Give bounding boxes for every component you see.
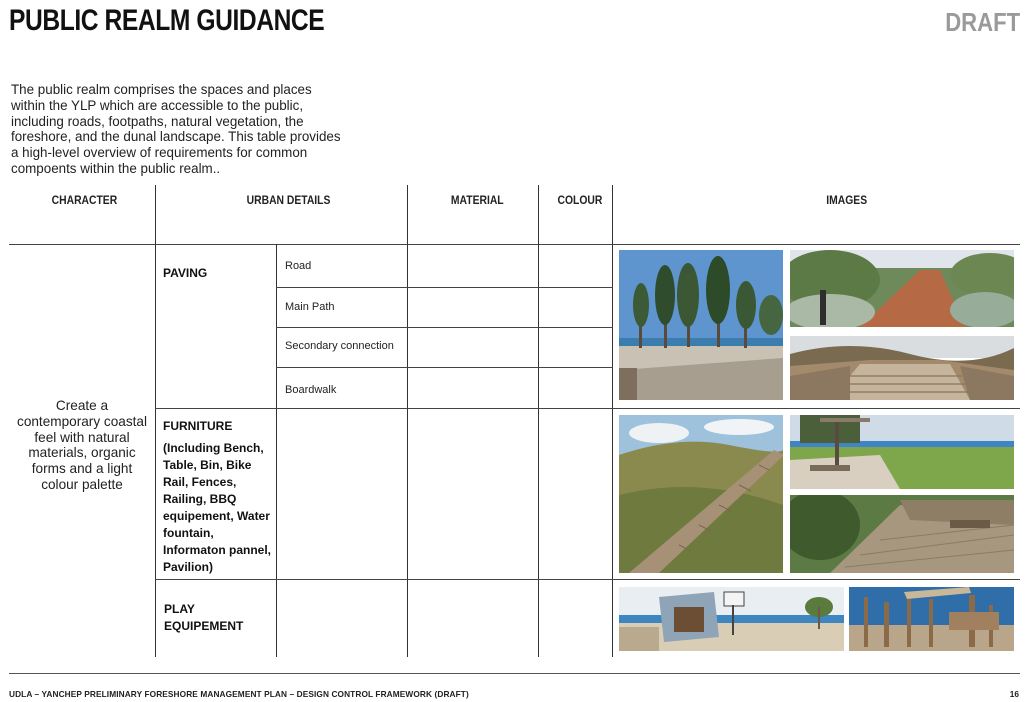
- table-header-rule: [9, 244, 1020, 245]
- paving-label: PAVING: [163, 266, 208, 280]
- col-header-urban-details: URBAN DETAILS: [246, 195, 331, 207]
- grid-line: [276, 327, 613, 328]
- furniture-label: FURNITURE: [163, 419, 233, 433]
- paving-item-secondary-connection: Secondary connection: [285, 340, 394, 352]
- col-header-character: CHARACTER: [51, 195, 118, 207]
- timber-deck-bench-photo: [790, 495, 1014, 573]
- dune-stair-boardwalk-photo: [619, 415, 783, 573]
- paving-item-road: Road: [285, 260, 312, 272]
- beach-playground-photo: [619, 587, 844, 651]
- footer-text: UDLA – YANCHEP PRELIMINARY FORESHORE MANAGEMENT PLAN – DESIGN CONTROL FRAMEWORK (DRAFT): [9, 689, 469, 699]
- picnic-shelter-lawn-photo: [790, 415, 1014, 489]
- intro-paragraph: The public realm comprises the spaces and places within the YLP which are accessible to the public, including roads, footpaths, natural vegetation, the foreshore, and the dunal landscape. This table provides a high-level overview of requirements for common compoents within the public realm..: [11, 82, 341, 176]
- grid-line: [276, 287, 613, 288]
- footer-rule: [9, 673, 1020, 674]
- page-number: 16: [1009, 689, 1019, 699]
- grid-line: [407, 185, 408, 657]
- col-header-images: IMAGES: [826, 195, 868, 207]
- grid-line: [155, 185, 156, 657]
- page-title: PUBLIC REALM GUIDANCE: [9, 4, 325, 37]
- grid-line: [155, 579, 1020, 580]
- draft-label: DRAFT: [945, 7, 1020, 37]
- grid-line: [612, 185, 613, 657]
- coastal-plaza-pines-photo: [619, 250, 783, 400]
- grid-line: [155, 408, 1020, 409]
- character-description: Create a contemporary coastal feel with natural materials, organic forms and a light colour palette: [17, 398, 147, 492]
- paving-item-main-path: Main Path: [285, 301, 335, 313]
- paving-item-boardwalk: Boardwalk: [285, 384, 337, 396]
- furniture-detail: (Including Bench, Table, Bin, Bike Rail, Fences, Railing, BBQ equipement, Water fountain, Informaton pannel, Pavilion): [163, 441, 271, 574]
- timber-play-structure-photo: [849, 587, 1014, 651]
- grid-line: [538, 185, 539, 657]
- col-header-material: MATERIAL: [450, 195, 504, 207]
- play-equipment-label: PLAY EQUIPEMENT: [164, 602, 244, 633]
- red-gravel-path-photo: [790, 250, 1014, 327]
- grid-line: [276, 244, 277, 657]
- grid-line: [276, 367, 613, 368]
- dune-boardwalk-photo: [790, 336, 1014, 400]
- col-header-colour: COLOUR: [557, 195, 603, 207]
